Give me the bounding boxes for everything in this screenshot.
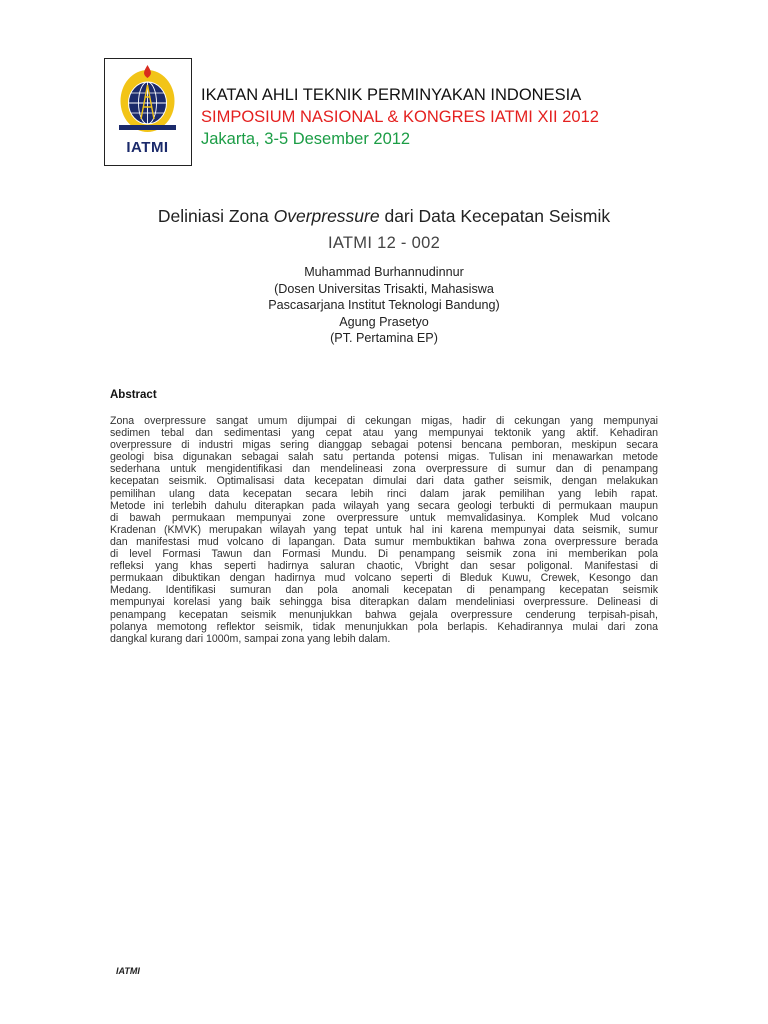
abstract-line: Kradenan (KMVK) merupakan wilayah yang tepat untuk hal ini karena mempunyai data seismik, sumur [110,523,658,536]
abstract-line: dan manifestasi mud volcano di lapangan. Data sumur membuktikan bahwa zona overpressure berada [110,535,658,548]
iatmi-logo [104,58,192,166]
author-line: Agung Prasetyo [339,314,429,329]
abstract-line: kecepatan seismik. Optimalisasi data kecepatan dimulai dari data gather seismik, dengan melakukan [110,475,658,488]
abstract-line: di bawah permukaan mempunyai zone overpressure untuk memvalidasinya. Komplek Mud volcano [110,511,658,524]
symposium-title: SIMPOSIUM NASIONAL & KONGRES IATMI XII 2012 [201,108,599,126]
abstract-line: sedimen tebal dan sedimentasi yang cepat atau yang mempunyai tektonik yang aktif. Kehadiran [110,427,658,440]
author-line: Pascasarjana Institut Teknologi Bandung) [268,298,500,312]
abstract-line: sederhana untuk mengidentifikasi dan mendelineasi zona overpressure di sumur dan di penampang [110,463,658,476]
abstract-line: mempunyai korelasi yang baik sehingga bisa diterapkan dalam mendeliniasi overpressure. Delineasi di [110,596,658,609]
abstract-line: permukaan dibuktikan dengan hadirnya mud volcano seperti di Bleduk Kuwu, Crewek, Kesongo dan [110,572,658,585]
logo-text: IATMI [126,139,169,156]
event-date: Jakarta, 3-5 Desember 2012 [201,130,411,148]
abstract-line: polanya memotong reflektor seismik, tidak menunjukkan pola berlapis. Kehadirannya mulai dari zona [110,620,658,633]
title-suffix: dari Data Kecepatan Seismik [379,206,611,226]
abstract-line: Metode ini terlebih dahulu diterapkan pada wilayah yang secara geologi terbukti di permukaan maupun [110,499,658,512]
author-line: (PT. Pertamina EP) [330,331,438,345]
paper-id: IATMI 12 - 002 [327,234,441,252]
abstract-line: Zona overpressure sangat umum dijumpai di cekungan migas, hadir di cekungan yang mempunyai [110,415,658,427]
abstract-line: refleksi yang khas seperti hadirnya saluran chaotic, Vbright dan sesar poligonal. Manifestasi di [110,560,658,573]
abstract-line: overpressure di industri migas sering dianggap sebagai potensi bencana pemboran, meskipun secara [110,439,658,452]
abstract-line: geologi bisa digunakan sebagai salah satu pertanda potensi migas. Tulisan ini menawarkan metode [110,451,658,464]
abstract-line: dangkal kurang dari 1000m, sampai zona yang lebih dalam. [110,632,391,645]
page-footer: IATMI [116,966,140,976]
abstract-line: penampang kecepatan seismik menunjukkan bahwa gejala overpressure cenderung terpisah-pisah, [110,608,658,621]
abstract-line: pemilihan ulang data kecepatan secara lebih rinci dalam jarak pemilihan yang lebih rapat. [110,487,658,500]
title-prefix: Deliniasi Zona [157,206,274,226]
abstract-heading: Abstract [110,389,157,401]
header-block [201,84,661,150]
abstract-line: di level Formasi Tawun dan Formasi Mundu. Di penampang seismik zona ini memberikan pola [110,548,658,561]
author-block [0,264,768,347]
organization-name: IKATAN AHLI TEKNIK PERMINYAKAN INDONESIA [201,86,582,104]
title-emphasis: Overpressure [273,206,380,226]
paper-title [0,206,768,227]
author-line: (Dosen Universitas Trisakti, Mahasiswa [274,281,494,296]
author-line: Muhammad Burhannudinnur [304,265,464,279]
abstract-body [110,415,658,645]
abstract-line: Medang. Identifikasi sumuran dan pola anomali kecepatan di penampang kecepatan seismik [110,584,658,597]
